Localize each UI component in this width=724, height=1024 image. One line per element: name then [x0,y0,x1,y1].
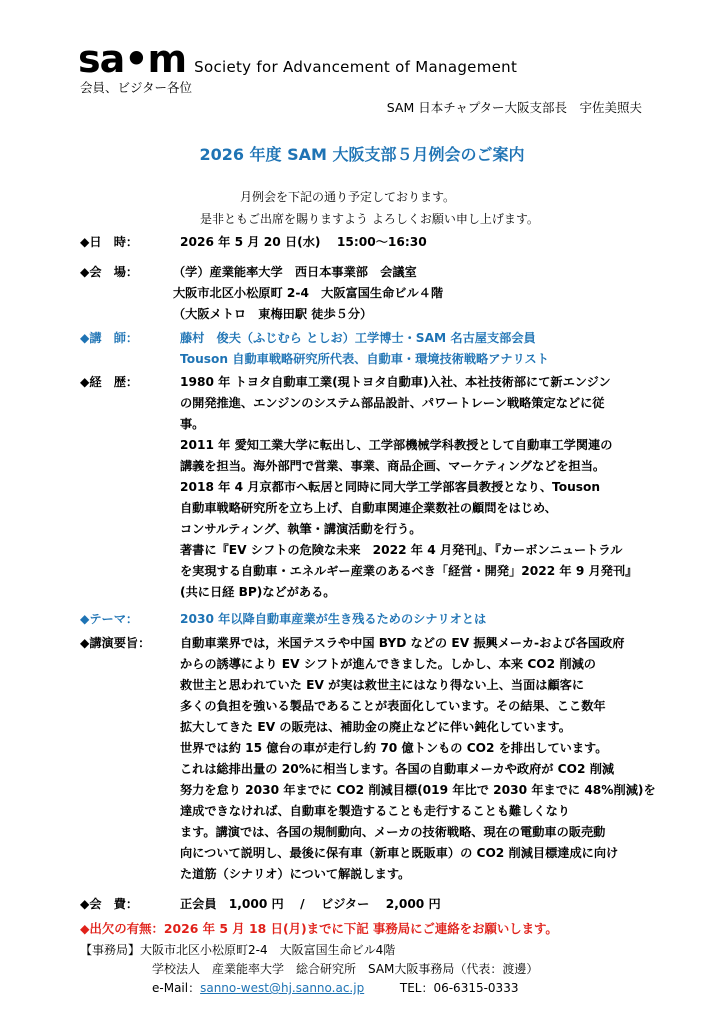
venue-line: 大阪市北区小松原町 2-4 大阪富国生命ビル４階 [173,286,444,300]
summary-line: からの誘導により EV シフトが進んできました。しかし、本来 CO2 削減の [180,657,596,671]
career-line: 著書に『EV シフトの危険な未来 2022 年 4 月発刊』、『カーボンニュートラル [180,543,623,557]
sam-logo [78,37,518,81]
theme-row [80,609,487,630]
summary-line: 拡大してきた EV の販売は、補助金の廃止などに伴い鈍化しています。 [180,720,571,734]
venue-lines [173,262,443,325]
intro [200,186,539,230]
datetime-value: 2026 年 5 月 20 日(水) 15:00～16:30 [180,235,427,249]
career-line: 自動車戦略研究所を立ち上げ、自動車関連企業数社の顧問をはじめ、 [180,501,557,515]
summary-line: これは総排出量の 20%に相当します。各国の自動車メーカや政府が CO2 削減 [180,762,615,776]
summary-line: 向について説明し、最後に保有車（新車と既販車）の CO2 削減目標達成に向け [180,846,619,860]
speaker-line: 藤村 俊夫（ふじむら としお）工学博士・SAM 名古屋支部会員 [180,331,536,345]
career-line: (共に日経 BP)などがある。 [180,585,336,599]
speaker-lines [180,328,549,370]
rsvp-deadline: ◆出欠の有無：2026 年 5 月 18 日(月)までに下記 事務局にご連絡をお願いします。 [80,921,558,936]
summary-line: 多くの負担を強いる製品であることが表面化しています。その結果、ここ数年 [180,699,606,713]
venue-row [80,262,176,283]
summary-line: ます。講演では、各国の規制動向、メーカの技術戦略、現在の電動車の販売動 [180,825,606,839]
venue-line: （大阪メトロ 東梅田駅 徒歩５分） [173,307,373,321]
fee-row [80,894,441,915]
email-link[interactable]: sanno-west@hj.sanno.ac.jp [200,981,365,995]
datetime-label: ◆日 時： [80,235,139,249]
office-org: 学校法人 産業能率大学 総合研究所 SAM大阪事務局（代表：渡邊） [152,962,539,976]
speaker-label: ◆講 師： [80,331,139,345]
theme-value: 2030 年以降自動車産業が生き残るためのシナリオとは [180,612,487,626]
career-line: 2011 年 愛知工業大学に転出し、工学部機械学科教授として自動車工学関連の [180,438,613,452]
fee-label: ◆会 費： [80,897,139,911]
office-address: 大阪市北区小松原町2-4 大阪富国生命ビル4階 [140,943,396,957]
career-line: を実現する自動車・エネルギー産業のあるべき「経営・開発」2022 年 9 月発刊』 [180,564,638,578]
intro-line: 是非ともご出席を賜りますよう よろしくお願い申し上げます。 [200,212,539,226]
summary-row [80,633,176,654]
career-line: 2018 年 4 月京都市へ転居と同時に同大学工学部客員教授となり、Touson [180,480,601,494]
summary-line: 達成できなければ、自動車を製造することも走行することも難しくなり [180,804,570,818]
email-label: e-Mail： [152,981,201,995]
theme-label: ◆テーマ： [80,612,139,626]
career-line: 事。 [180,417,205,431]
speaker-row [80,328,176,349]
logo-text: Society for Advancement of Management [194,58,518,76]
sender: SAM 日本チャプター大阪支部長 宇佐美照夫 [386,100,642,115]
summary-label: ◆講演要旨： [80,636,151,650]
career-row [80,372,176,393]
career-line: 講義を担当。海外部門で営業、事業、商品企画、マーケティングなどを担当。 [180,459,606,473]
office-info [80,941,538,998]
summary-line: 世界では約 15 億台の車が走行し約 70 億トンもの CO2 を排出しています。 [180,741,608,755]
summary-lines [180,633,656,885]
career-line: コンサルティング、執筆・講演活動を行う。 [180,522,422,536]
summary-line: 自動車業界では，米国テスラや中国 BYD などの EV 振興メーカ-および各国政府 [180,636,625,650]
career-lines [180,372,637,603]
career-line: の開発推進、エンジンのシステム部品設計、パワートレーン戦略策定などに従 [180,396,605,410]
career-label: ◆経 歴： [80,375,139,389]
venue-line: （学）産業能率大学 西日本事業部 会議室 [173,265,417,279]
summary-line: 努力を怠り 2030 年までに CO2 削減目標(019 年比で 2030 年までに 48%削減)を [180,783,656,797]
logo-mark: sa•m [78,37,187,81]
career-line: 1980 年 トヨタ自動車工業(現トヨタ自動車)入社、本社技術部にて新エンジン [180,375,611,389]
office-tel: TEL：06-6315-0333 [399,981,519,995]
summary-line: た道筋（シナリオ）について解説します。 [180,867,411,881]
page-title: 2026 年度 SAM 大阪支部５月例会のご案内 [199,145,525,164]
intro-line: 月例会を下記の通り予定しております。 [240,190,456,204]
fee-value: 正会員 1,000 円 / ビジター 2,000 円 [180,897,441,911]
venue-label: ◆会 場： [80,265,139,279]
speaker-line: Touson 自動車戦略研究所代表、自動車・環境技術戦略アナリスト [180,352,549,366]
addressee: 会員、ビジター各位 [80,80,193,95]
summary-line: 救世主と思われていた EV が実は救世主にはなり得ない上、当面は顧客に [180,678,585,692]
datetime-row [80,232,427,253]
office-label: 【事務局】 [80,943,141,957]
